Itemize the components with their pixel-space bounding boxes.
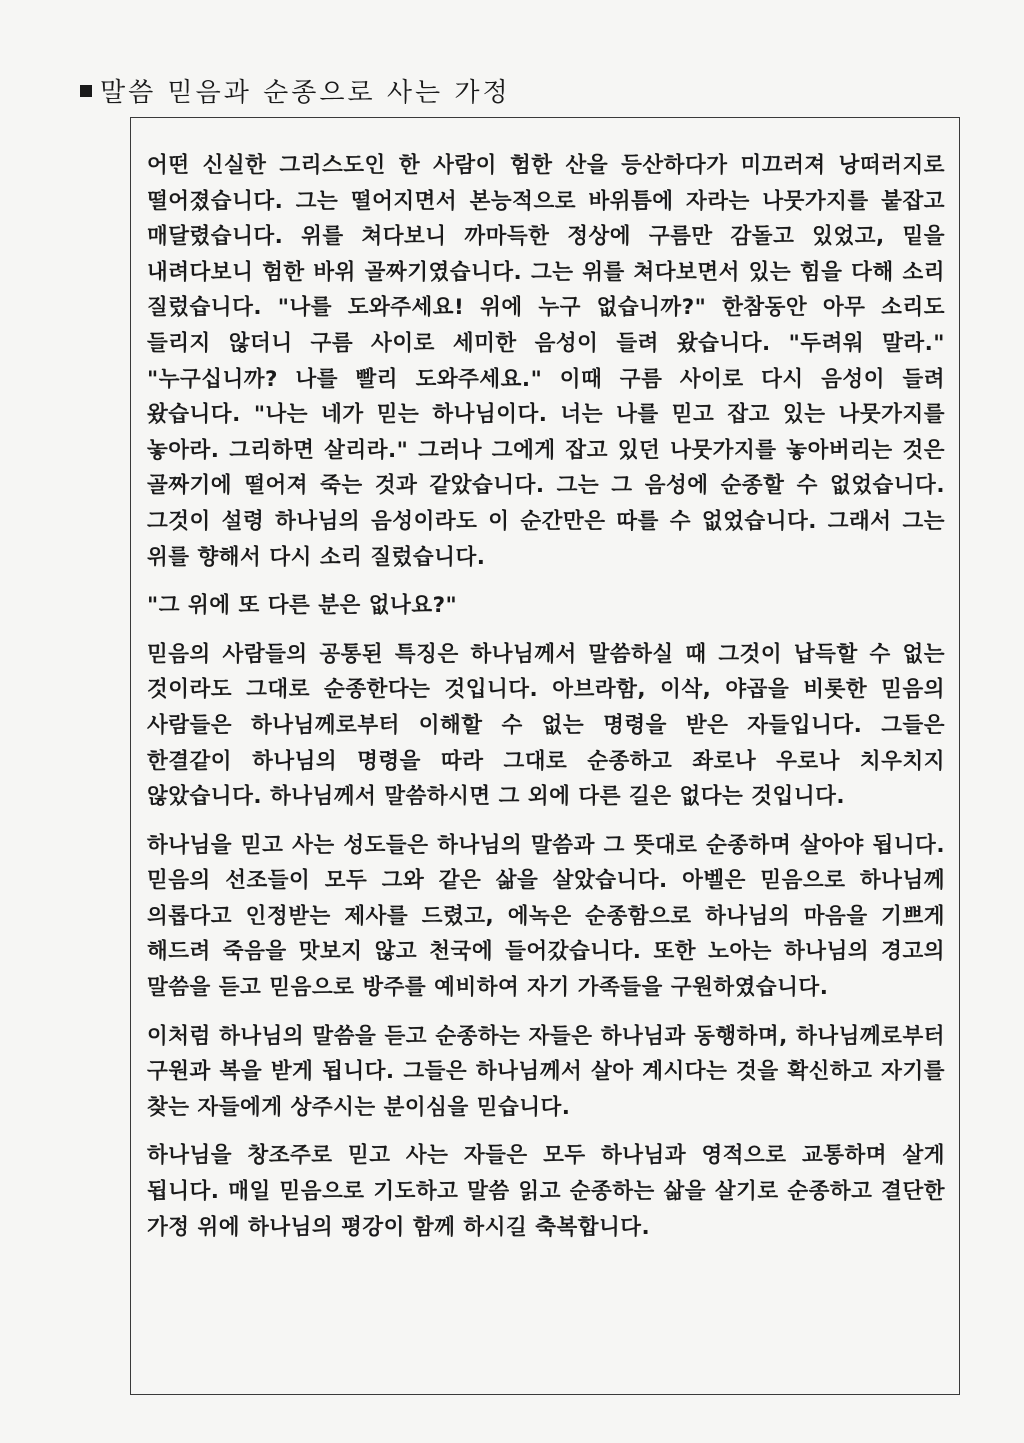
square-bullet-icon <box>80 85 92 97</box>
paragraph-faith-obedience: 믿음의 사람들의 공통된 특징은 하나님께서 말씀하실 때 그것이 납득할 수 없는 것이라도 그대로 순종한다는 것입니다. 아브라함, 이삭, 야곱을 비롯한 믿음의 사람들은 하나님께로부터 이해할 수 없는 명령을 받은 자들입니다. 그들은 한결같이 하나님의 명령을 따라 그대로 순종하고 좌로나 우로나 치우치지 않았습니다. 하나님께서 말씀하시면 그 외에 다른 길은 없다는 것입니다. <box>147 641 945 810</box>
section-title: 말씀 믿음과 순종으로 사는 가정 <box>100 78 511 108</box>
section-heading <box>80 72 511 109</box>
text-box <box>130 117 960 1395</box>
paragraph-story: 어떤 신실한 그리스도인 한 사람이 험한 산을 등산하다가 미끄러져 낭떠러지로 떨어졌습니다. 그는 떨어지면서 본능적으로 바위틈에 자라는 나뭇가지를 붙잡고 매달렸습니다. 위를 쳐다보니 까마득한 정상에 구름만 감돌고 있었고, 밑을 내려다보니 험한 바위 골짜기였습니다. 그는 위를 쳐다보면서 있는 힘을 다해 소리 질렀습니다. "나를 도와주세요! 위에 누구 없습니까?" 한참동안 아무 소리도 들리지 않더니 구름 사이로 세미한 음성이 들려 왔습니다. "두려워 말라." "누구십니까? 나를 빨리 도와주세요." 이때 구름 사이로 다시 음성이 들려 왔습니다. "나는 네가 믿는 하나님이다. 너는 나를 믿고 잡고 있는 나뭇가지를 놓아라. 그리하면 살리라." 그러나 그에게 잡고 있던 나뭇가지를 놓아버리는 것은 골짜기에 떨어져 죽는 것과 같았습니다. 그는 그 음성에 순종할 수 없었습니다. 그것이 설령 하나님의 음성이라도 이 순간만은 따를 수 없었습니다. 그래서 그는 위를 향해서 다시 소리 질렀습니다. <box>147 153 945 570</box>
paragraph-blessing: 하나님을 창조주로 믿고 사는 자들은 모두 하나님과 영적으로 교통하며 살게 됩니다. 매일 믿음으로 기도하고 말씀 읽고 순종하는 삶을 살기로 순종하고 결단한 가정 위에 하나님의 평강이 함께 하시길 축복합니다. <box>147 1143 945 1240</box>
paragraph-quote: "그 위에 또 다른 분은 없나요?" <box>147 593 458 619</box>
paragraph-saints: 하나님을 믿고 사는 성도들은 하나님의 말씀과 그 뜻대로 순종하며 살아야 됩니다. 믿음의 선조들이 모두 그와 같은 삶을 살았습니다. 아벨은 믿음으로 하나님께 의롭다고 인정받는 제사를 드렸고, 에녹은 순종함으로 하나님의 마음을 기쁘게 해드려 죽음을 맛보지 않고 천국에 들어갔습니다. 또한 노아는 하나님의 경고의 말씀을 듣고 믿음으로 방주를 예비하여 자기 가족들을 구원하였습니다. <box>147 832 945 1001</box>
paragraph-walk-with-god: 이처럼 하나님의 말씀을 듣고 순종하는 자들은 하나님과 동행하며, 하나님께로부터 구원과 복을 받게 됩니다. 그들은 하나님께서 살아 계시다는 것을 확신하고 자기를 찾는 자들에게 상주시는 분이심을 믿습니다. <box>147 1023 945 1120</box>
